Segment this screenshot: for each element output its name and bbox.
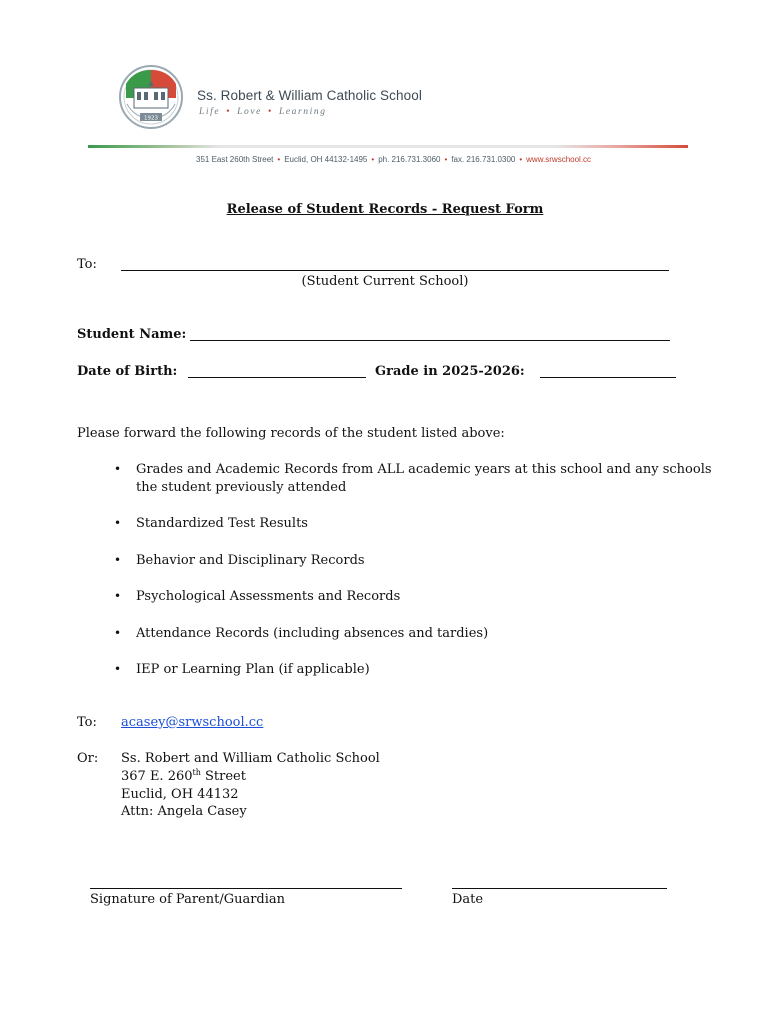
email-link[interactable]: acasey@srwschool.cc — [121, 715, 264, 730]
school-name: Ss. Robert & William Catholic School — [197, 88, 422, 103]
records-list — [108, 461, 728, 698]
school-website[interactable]: www.srwschool.cc — [526, 155, 592, 164]
to-label: To: — [77, 257, 97, 272]
signature-label: Signature of Parent/Guardian — [90, 892, 286, 907]
mail-address-attn: Attn: Angela Casey — [121, 804, 247, 819]
dob-label: Date of Birth: — [77, 364, 178, 379]
school-logo — [118, 64, 184, 130]
tagline-separator: • — [226, 107, 232, 117]
grade-label: Grade in 2025-2026: — [375, 364, 525, 379]
list-item — [108, 625, 728, 643]
school-tagline — [199, 107, 327, 117]
logo-year: 1923 — [144, 115, 158, 122]
school-address — [196, 155, 591, 164]
street-suffix: th — [192, 768, 201, 777]
bullet-icon: • — [114, 552, 122, 567]
mail-address-city: Euclid, OH 44132 — [121, 787, 239, 802]
dob-field[interactable] — [188, 377, 366, 378]
record-item-text: Grades and Academic Records from ALL academic years at this school and any schools the student previously attended — [136, 462, 712, 495]
mail-address-street — [121, 768, 246, 785]
instruction-text: Please forward the following records of the student listed above: — [77, 426, 505, 441]
record-item-text: Standardized Test Results — [136, 516, 308, 531]
current-school-field[interactable] — [121, 270, 669, 271]
address-fax: fax. 216.731.0300 — [451, 155, 516, 164]
list-item — [108, 661, 728, 679]
address-separator: • — [277, 155, 281, 164]
student-name-label: Student Name: — [77, 327, 187, 342]
date-field[interactable] — [452, 888, 667, 889]
list-item — [108, 515, 728, 533]
bullet-icon: • — [114, 625, 122, 640]
list-item — [108, 461, 728, 496]
signature-field[interactable] — [90, 888, 402, 889]
address-separator: • — [444, 155, 448, 164]
record-item-text: Behavior and Disciplinary Records — [136, 552, 365, 568]
address-city: Euclid, OH 44132-1495 — [284, 155, 368, 164]
tagline-separator: • — [268, 107, 273, 117]
grade-field[interactable] — [540, 377, 676, 378]
tagline-love: Love — [237, 107, 262, 117]
tagline-life: Life — [199, 107, 221, 117]
send-to-label: To: — [77, 715, 97, 730]
list-item — [108, 552, 728, 570]
street-name: Street — [200, 769, 246, 784]
header-divider — [88, 145, 688, 148]
current-school-caption: (Student Current School) — [301, 274, 469, 289]
address-street: 351 East 260th Street — [196, 155, 274, 164]
record-item-text: Attendance Records (including absences and tardies) — [136, 625, 489, 641]
bullet-icon: • — [114, 516, 122, 530]
street-number: 367 E. 260 — [121, 769, 193, 784]
record-item-text: Psychological Assessments and Records — [136, 589, 401, 604]
bullet-icon: • — [114, 589, 122, 603]
form-title: Release of Student Records - Request Form — [226, 202, 544, 217]
or-label: Or: — [77, 751, 99, 766]
bullet-icon: • — [114, 662, 122, 676]
list-item — [108, 588, 728, 606]
mail-address-line1: Ss. Robert and William Catholic School — [121, 751, 380, 766]
address-separator: • — [519, 155, 523, 164]
record-item-text: IEP or Learning Plan (if applicable) — [136, 662, 370, 677]
student-name-field[interactable] — [190, 340, 670, 341]
address-separator: • — [371, 155, 375, 164]
address-phone: ph. 216.731.3060 — [378, 155, 441, 164]
bullet-icon: • — [114, 462, 122, 476]
date-label: Date — [452, 892, 484, 907]
tagline-learning: Learning — [278, 107, 327, 117]
